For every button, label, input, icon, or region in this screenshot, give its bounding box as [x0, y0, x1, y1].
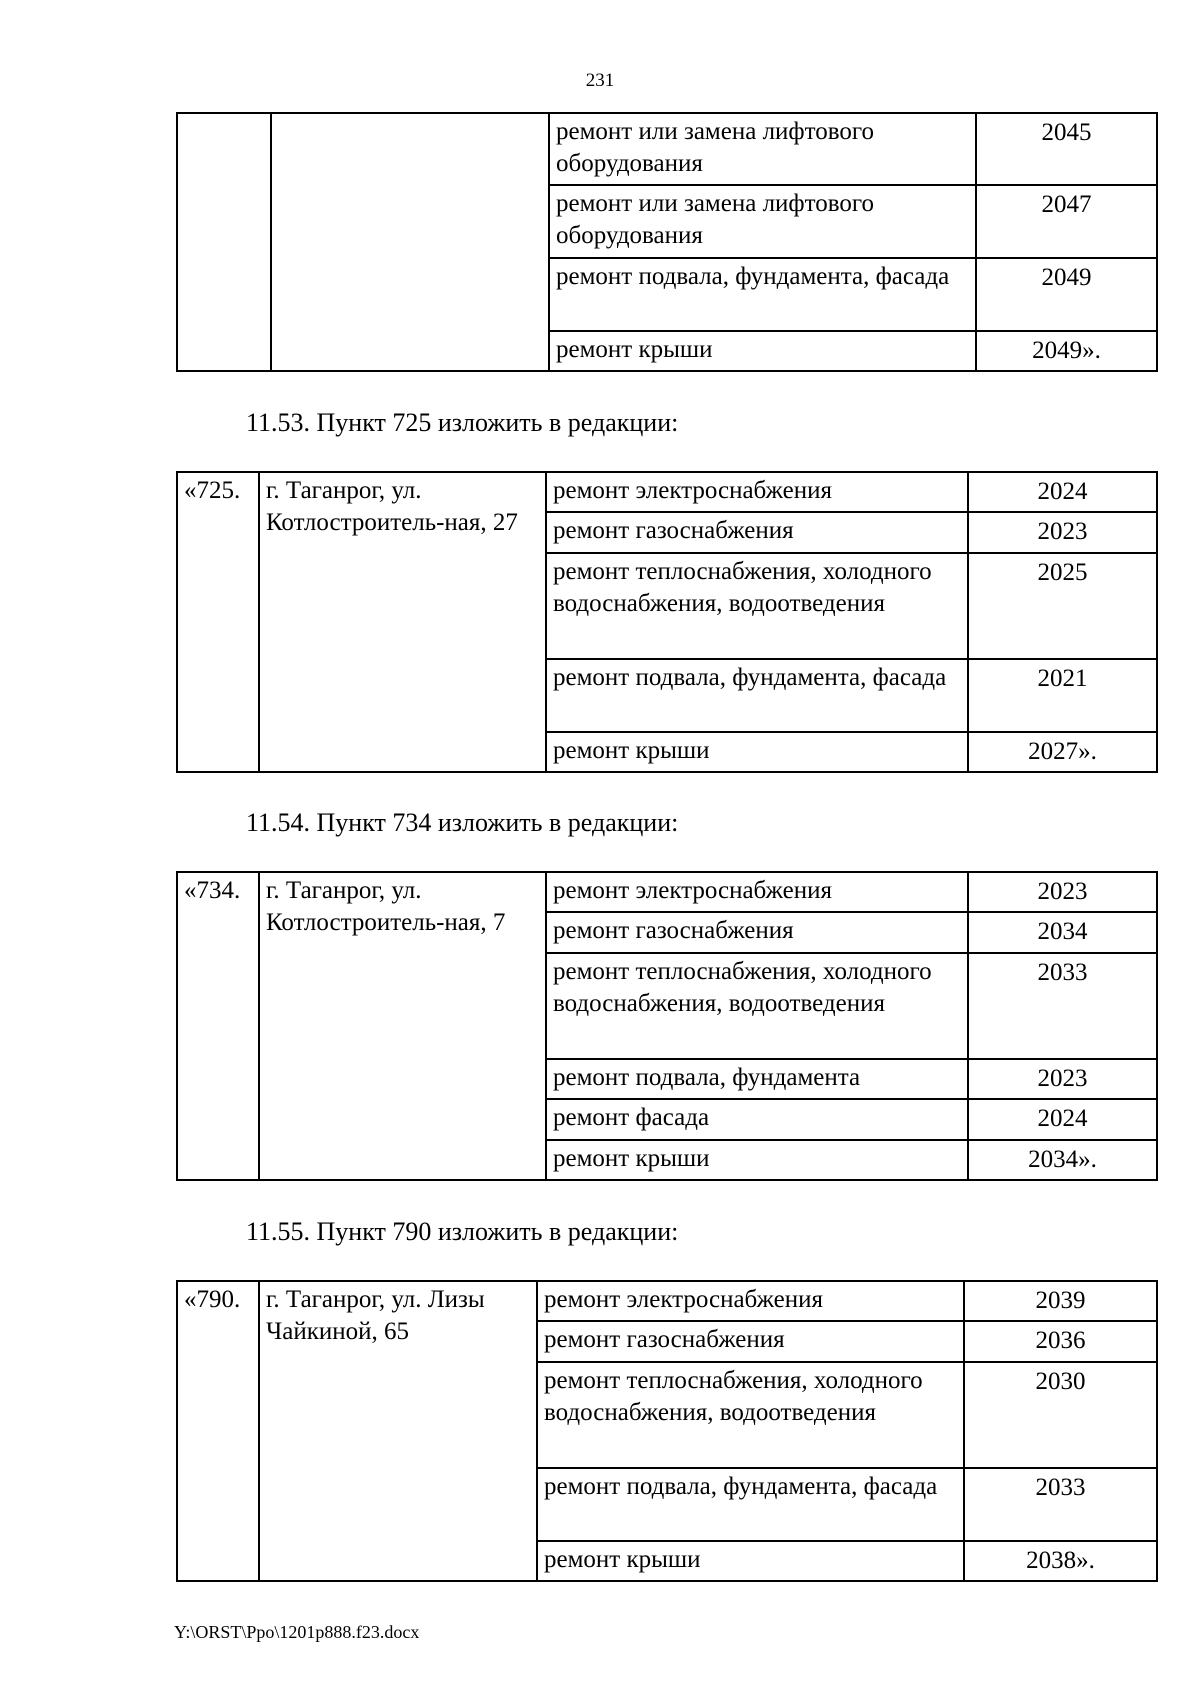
- year-cell: 2033: [968, 953, 1157, 1059]
- work-cell: ремонт крыши: [546, 1140, 968, 1180]
- work-cell: ремонт теплоснабжения, холодного водоснабжения, водоотведения: [537, 1362, 964, 1468]
- table-row: [177, 472, 1157, 512]
- year-cell: 2023: [968, 512, 1157, 553]
- work-cell: ремонт газоснабжения: [546, 912, 968, 953]
- table-row: [177, 1281, 1157, 1321]
- year-cell: 2036: [964, 1321, 1157, 1362]
- item-table: [176, 471, 1158, 773]
- year-cell: 2049: [976, 258, 1157, 331]
- work-cell: ремонт крыши: [537, 1541, 964, 1581]
- year-cell: 2024: [968, 472, 1157, 512]
- work-cell: ремонт электроснабжения: [537, 1281, 964, 1321]
- year-cell: 2049».: [976, 331, 1157, 371]
- year-cell: 2045: [976, 113, 1157, 185]
- year-cell: 2025: [968, 553, 1157, 659]
- year-cell: 2024: [968, 1099, 1157, 1140]
- work-cell: ремонт газоснабжения: [546, 512, 968, 553]
- section-heading: 11.53. Пункт 725 изложить в редакции:: [246, 408, 679, 437]
- work-cell: ремонт подвала, фундамента, фасада: [549, 258, 976, 331]
- work-cell: ремонт подвала, фундамента, фасада: [546, 659, 968, 732]
- year-cell: 2030: [964, 1362, 1157, 1468]
- file-path-footer: Y:\ORST\Ppo\1201p888.f23.docx: [174, 1622, 420, 1642]
- year-cell: 2038».: [964, 1541, 1157, 1581]
- year-cell: 2039: [964, 1281, 1157, 1321]
- address-cell: [271, 113, 549, 371]
- page-number: 231: [585, 70, 615, 91]
- number-cell: [177, 113, 271, 371]
- item-address: г. Таганрог, ул. Котлостроитель-ная, 7: [259, 872, 546, 1180]
- year-cell: 2023: [968, 872, 1157, 912]
- year-cell: 2027».: [968, 732, 1157, 772]
- year-cell: 2033: [964, 1468, 1157, 1541]
- continuation-table: [176, 112, 1158, 372]
- work-cell: ремонт подвала, фундамента: [546, 1059, 968, 1099]
- work-cell: ремонт электроснабжения: [546, 472, 968, 512]
- item-number: «725.: [177, 472, 259, 772]
- work-cell: ремонт теплоснабжения, холодного водоснабжения, водоотведения: [546, 553, 968, 659]
- work-cell: ремонт газоснабжения: [537, 1321, 964, 1362]
- item-table: [176, 1280, 1158, 1582]
- work-cell: ремонт крыши: [549, 331, 976, 371]
- section-heading: 11.55. Пункт 790 изложить в редакции:: [246, 1217, 679, 1246]
- section-heading: 11.54. Пункт 734 изложить в редакции:: [246, 808, 679, 837]
- item-address: г. Таганрог, ул. Котлостроитель-ная, 27: [259, 472, 546, 772]
- year-cell: 2034: [968, 912, 1157, 953]
- work-cell: ремонт или замена лифтового оборудования: [549, 185, 976, 258]
- year-cell: 2047: [976, 185, 1157, 258]
- work-cell: ремонт или замена лифтового оборудования: [549, 113, 976, 185]
- item-address: г. Таганрог, ул. Лизы Чайкиной, 65: [259, 1281, 537, 1581]
- work-cell: ремонт подвала, фундамента, фасада: [537, 1468, 964, 1541]
- item-number: «790.: [177, 1281, 259, 1581]
- item-number: «734.: [177, 872, 259, 1180]
- table-row: [177, 872, 1157, 912]
- year-cell: 2021: [968, 659, 1157, 732]
- work-cell: ремонт теплоснабжения, холодного водоснабжения, водоотведения: [546, 953, 968, 1059]
- year-cell: 2023: [968, 1059, 1157, 1099]
- work-cell: ремонт электроснабжения: [546, 872, 968, 912]
- year-cell: 2034».: [968, 1140, 1157, 1180]
- work-cell: ремонт фасада: [546, 1099, 968, 1140]
- table-row: [177, 113, 1157, 185]
- work-cell: ремонт крыши: [546, 732, 968, 772]
- item-table: [176, 871, 1158, 1181]
